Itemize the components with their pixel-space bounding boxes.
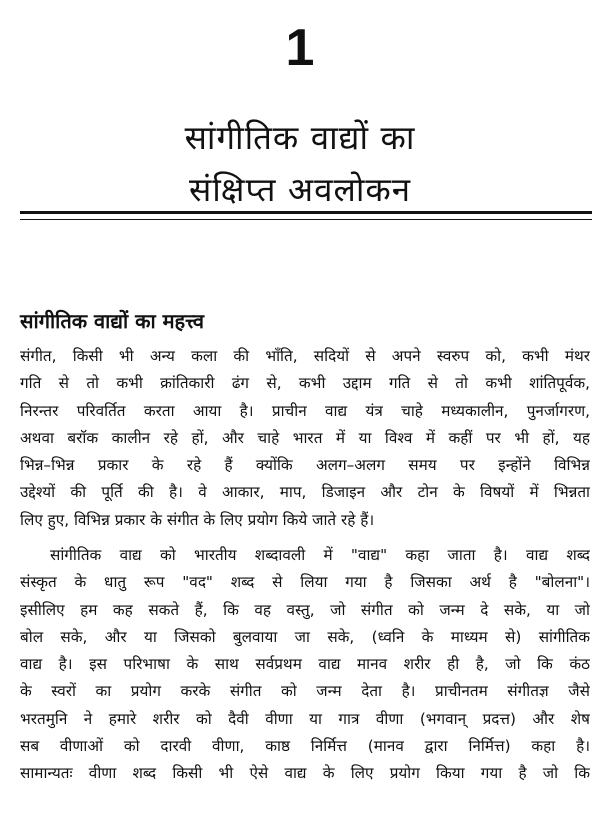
paragraph-2 (20, 542, 590, 788)
paragraph-line: वाद्य है। इस परिभाषा के साथ सर्वप्रथम वाद्य मानव शरीर ही है, जो कि कंठ (20, 655, 590, 674)
paragraph-line: उद्देश्यों की पूर्ति की है। वे आकार, माप, डिजाइन और टोन के विषयों में भिन्नता (20, 483, 590, 502)
title-divider-thick (20, 211, 592, 214)
paragraph-line: सब वीणाओं को दारवी वीणा, काष्ठ निर्मित्त (मानव द्वारा निर्मित्त) कहा है। (20, 737, 590, 756)
paragraph-line: लिए हुए, विभिन्न प्रकार के संगीत के लिए प्रयोग किये जाते रहे हैं। (20, 510, 375, 529)
paragraph-1 (20, 343, 590, 534)
chapter-title-line-1: सांगीतिक वाद्यों का (184, 118, 416, 157)
paragraph-line: के स्वरों का प्रयोग करके संगीत को जन्म देता है। प्राचीनतम संगीतज्ञ जैसे (20, 682, 590, 701)
chapter-title (0, 112, 600, 216)
paragraph-line: संस्कृत के धातु रूप "वद" शब्द से लिया गया है जिसका अर्थ है "बोलना"। (20, 573, 590, 592)
paragraph-line: गति से तो कभी क्रांतिकारी ढंग से, कभी उद्दाम गति से तो कभी शांतिपूर्वक, (20, 374, 590, 393)
paragraph-line: भरतमुनि ने हमारे शरीर को दैवी वीणा या गात्र वीणा (भगवान् प्रदत्त) और शेष (20, 709, 590, 728)
chapter-number: 1 (285, 19, 315, 77)
section-heading: सांगीतिक वाद्यों का महत्त्व (20, 309, 205, 333)
paragraph-line: इसीलिए हम कह सकते हैं, कि वह वस्तु, जो संगीत को जन्म दे सके, या जो (20, 600, 590, 619)
paragraph-line: सांगीतिक वाद्य को भारतीय शब्दावली में "वाद्य" कहा जाता है। वाद्य शब्द (50, 546, 590, 564)
paragraph-line: संगीत, किसी भी अन्य कला की भाँति, सदियों से अपने स्वरुप को, कभी मंथर (20, 347, 590, 365)
paragraph-line: सामान्यतः वीणा शब्द किसी भी ऐसे वाद्य के लिए प्रयोग किया गया है जो कि (20, 764, 590, 783)
paragraph-line: अथवा बरॉक कालीन रहे हों, और चाहे भारत में या विश्व में कहीं पर भी हों, यह (20, 428, 590, 447)
chapter-title-line-2: संक्षिप्त अवलोकन (188, 170, 412, 209)
title-divider-thin (20, 219, 592, 220)
paragraph-line: बोल सके, और या जिसको बुलवाया जा सके, (ध्वनि के माध्यम से) सांगीतिक (20, 627, 590, 646)
paragraph-line: भिन्न–भिन्न प्रकार के रहे हैं क्योंकि अलग–अलग समय पर इन्होंने विभिन्न (20, 456, 590, 475)
paragraph-line: निरन्तर परिवर्तित करता आया है। प्राचीन वाद्य यंत्र चाहे मध्यकालीन, पुनर्जागरण, (20, 401, 590, 420)
